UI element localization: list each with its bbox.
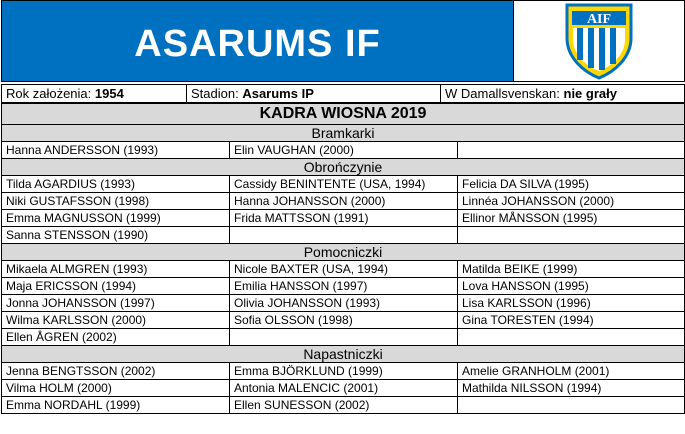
player-cell: Vilma HOLM (2000): [2, 380, 230, 397]
player-cell: Matilda BEIKE (1999): [458, 261, 685, 278]
player-cell: [458, 227, 685, 244]
player-cell: Sanna STENSSON (1990): [2, 227, 230, 244]
player-cell: Lova HANSSON (1995): [458, 278, 685, 295]
club-info-row: [2, 85, 685, 103]
player-row: [2, 329, 685, 346]
club-name: ASARUMS IF: [134, 22, 381, 65]
player-row: [2, 380, 685, 397]
player-cell: Jenna BENGTSSON (2002): [2, 363, 230, 380]
player-cell: Emma BJÖRKLUND (1999): [230, 363, 458, 380]
player-cell: Linnéa JOHANSSON (2000): [458, 193, 685, 210]
club-logo: [514, 0, 685, 82]
player-row: [2, 312, 685, 329]
player-cell: Hanna ANDERSSON (1993): [2, 142, 230, 159]
player-cell: Emma MAGNUSSON (1999): [2, 210, 230, 227]
player-cell: Ellen ÅGREN (2002): [2, 329, 230, 346]
player-cell: Frida MATTSSON (1991): [230, 210, 458, 227]
logo-text: AIF: [586, 12, 612, 27]
stadium-cell: Stadion: Asarums IP: [187, 85, 441, 103]
player-cell: Ellinor MÅNSSON (1995): [458, 210, 685, 227]
player-cell: [458, 397, 685, 414]
player-cell: Nicole BAXTER (USA, 1994): [230, 261, 458, 278]
title-banner: [1, 0, 514, 82]
player-cell: Cassidy BENINTENTE (USA, 1994): [230, 176, 458, 193]
player-row: [2, 278, 685, 295]
player-row: [2, 227, 685, 244]
player-cell: Elin VAUGHAN (2000): [230, 142, 458, 159]
player-row: [2, 261, 685, 278]
founded-cell: Rok założenia: 1954: [2, 85, 187, 103]
player-cell: Mathilda NILSSON (1994): [458, 380, 685, 397]
section-title: Pomocniczki: [2, 244, 685, 261]
player-cell: Olivia JOHANSSON (1993): [230, 295, 458, 312]
section-header-row: [2, 159, 685, 176]
player-cell: [230, 227, 458, 244]
player-row: [2, 142, 685, 159]
player-cell: Wilma KARLSSON (2000): [2, 312, 230, 329]
section-title: Napastniczki: [2, 346, 685, 363]
section-title: Bramkarki: [2, 125, 685, 142]
player-cell: Ellen SUNESSON (2002): [230, 397, 458, 414]
player-cell: Niki GUSTAFSSON (1998): [2, 193, 230, 210]
player-cell: Tilda AGARDIUS (1993): [2, 176, 230, 193]
player-cell: Emilia HANSSON (1997): [230, 278, 458, 295]
player-cell: Hanna JOHANSSON (2000): [230, 193, 458, 210]
player-cell: [458, 142, 685, 159]
player-row: [2, 210, 685, 227]
player-cell: Lisa KARLSSON (1996): [458, 295, 685, 312]
player-cell: Antonia MALENCIC (2001): [230, 380, 458, 397]
shield-logo-icon: [564, 2, 634, 80]
player-row: [2, 363, 685, 380]
section-header-row: [2, 244, 685, 261]
section-header-row: [2, 346, 685, 363]
player-cell: Maja ERICSSON (1994): [2, 278, 230, 295]
player-cell: Amelie GRANHOLM (2001): [458, 363, 685, 380]
player-cell: Emma NORDAHL (1999): [2, 397, 230, 414]
player-cell: [230, 329, 458, 346]
player-cell: Mikaela ALMGREN (1993): [2, 261, 230, 278]
player-cell: Gina TORESTEN (1994): [458, 312, 685, 329]
player-cell: Jonna JOHANSSON (1997): [2, 295, 230, 312]
squad-title: KADRA WIOSNA 2019: [2, 104, 685, 125]
player-row: [2, 295, 685, 312]
club-info-table: [1, 84, 685, 103]
player-row: [2, 176, 685, 193]
squad-table: [1, 103, 685, 414]
damallsvenskan-cell: W Damallsvenskan: nie grały: [441, 85, 685, 103]
player-cell: [458, 329, 685, 346]
squad-title-row: [2, 104, 685, 125]
player-cell: Felicia DA SILVA (1995): [458, 176, 685, 193]
player-row: [2, 397, 685, 414]
player-cell: Sofia OLSSON (1998): [230, 312, 458, 329]
header: [0, 0, 685, 84]
section-title: Obrończynie: [2, 159, 685, 176]
player-row: [2, 193, 685, 210]
section-header-row: [2, 125, 685, 142]
